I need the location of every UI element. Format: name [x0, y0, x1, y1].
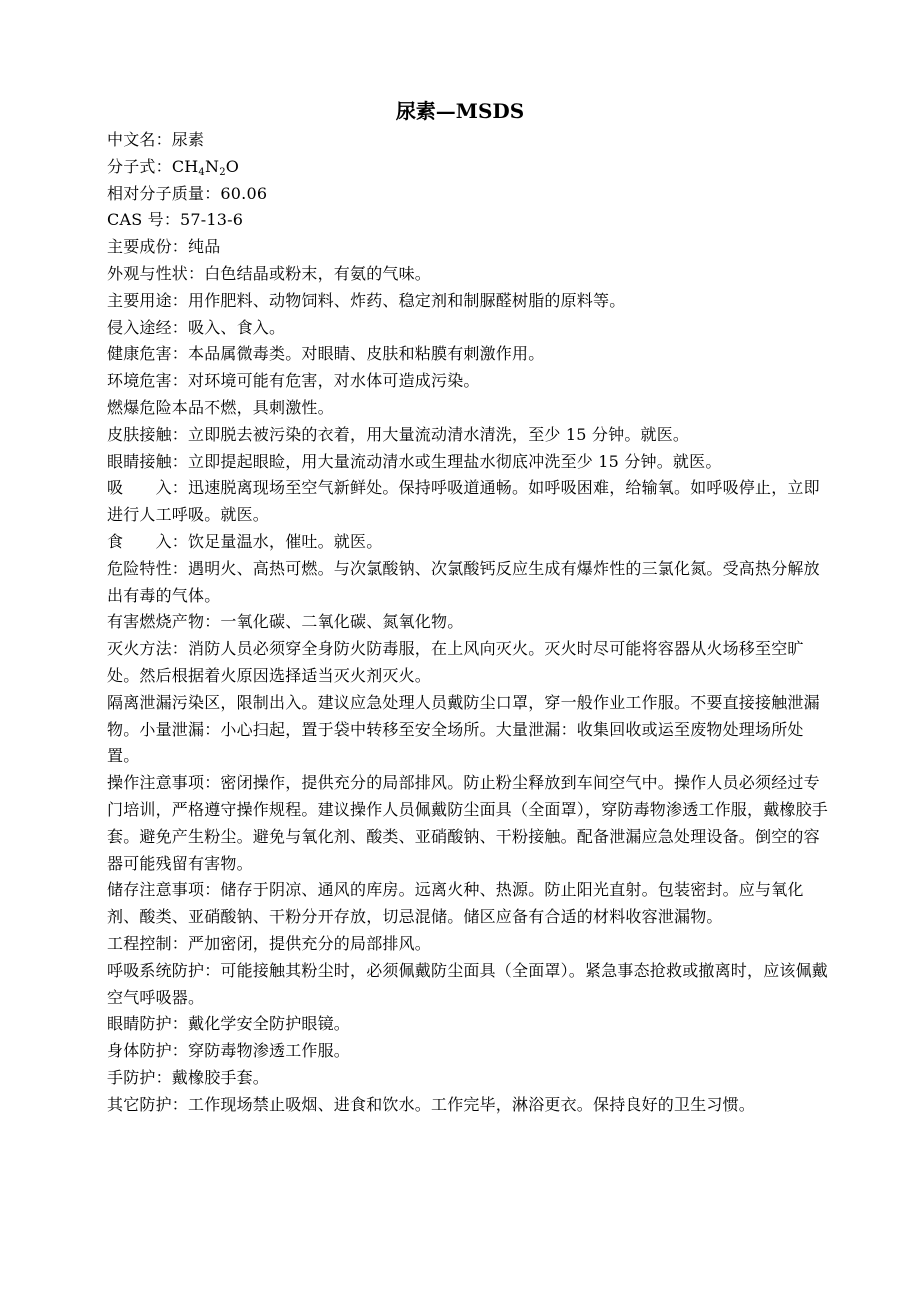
formula-c: CH — [171, 156, 199, 176]
storage-precautions-paragraph: 储存注意事项：储存于阴凉、通风的库房。远离火种、热源。防止阳光直射。包装密封。应与氧化剂、酸类、亚硝酸钠、干粉分开存放，切忌混储。储区应备有合适的材料收容泄漏物。 — [107, 880, 804, 927]
combustion-products-paragraph: 有害燃烧产物：一氧化碳、二氧化碳、氮氧化物。 — [107, 612, 464, 632]
skin-contact-paragraph: 皮肤接触：立即脱去被污染的衣着，用大量流动清水清洗，至少 15 分钟。就医。 — [107, 424, 690, 444]
environment-hazard-paragraph: 环境危害：对环境可能有危害，对水体可造成污染。 — [107, 371, 480, 391]
fire-fighting-paragraph: 灭火方法：消防人员必须穿全身防火防毒服，在上风向灭火。灭火时尽可能将容器从火场移至空旷处。然后根据着火原因选择适当灭火剂灭火。 — [107, 639, 804, 685]
other-protection-paragraph: 其它防护：工作现场禁止吸烟、进食和饮水。工作完毕，淋浴更衣。保持良好的卫生习惯。 — [107, 1094, 756, 1114]
chinese-name-line: 中文名：尿素 — [107, 130, 205, 149]
ingestion-paragraph: 食 入：饮足量温水，催吐。就医。 — [107, 531, 383, 551]
respiratory-protection-paragraph: 呼吸系统防护：可能接触其粉尘时，必须佩戴防尘面具（全面罩）。紧急事态抢救或撤离时，应该佩戴空气呼吸器。 — [107, 960, 829, 1007]
exposure-route-paragraph: 侵入途经：吸入、食入。 — [107, 317, 286, 337]
formula-h-count: 4 — [198, 166, 205, 178]
hazard-properties-paragraph: 危险特性：遇明火、高热可燃。与次氯酸钠、次氯酸钙反应生成有爆炸性的三氯化氮。受高热分解放出有毒的气体。 — [107, 558, 820, 605]
formula-n-count: 2 — [219, 166, 226, 178]
handling-precautions-paragraph: 操作注意事项：密闭操作，提供充分的局部排风。防止粉尘释放到车间空气中。操作人员必须经过专门培训，严格遵守操作规程。建议操作人员佩戴防尘面具（全面罩），穿防毒物渗透工作服，戴橡胶手套。避免产生粉尘。避免与氧化剂、酸类、亚硝酸钠、干粉接触。配备泄漏应急处理设备。倒空的容器可能残留有害物。 — [107, 773, 829, 873]
document-title: 尿素—MSDS — [395, 99, 525, 123]
usage-paragraph: 主要用途：用作肥料、动物饲料、炸药、稳定剂和制脲醛树脂的原料等。 — [107, 290, 626, 310]
cas-line: CAS 号：57-13-6 — [107, 210, 244, 230]
body-protection-paragraph: 身体防护：穿防毒物渗透工作服。 — [107, 1041, 351, 1061]
formula-o: O — [225, 156, 240, 176]
fire-explosion-paragraph: 燃爆危险本品不燃，具刺激性。 — [107, 397, 334, 417]
formula-line — [107, 154, 833, 181]
inhalation-paragraph: 吸 入：迅速脱离现场至空气新鲜处。保持呼吸道通畅。如呼吸困难，给输氧。如呼吸停止，立即进行人工呼吸。就医。 — [107, 478, 820, 525]
molar-mass-line: 相对分子质量：60.06 — [107, 183, 268, 203]
appearance-paragraph: 外观与性状：白色结晶或粉末，有氨的气味。 — [107, 263, 432, 283]
formula-label: 分子式： — [107, 156, 172, 176]
eye-contact-paragraph: 眼睛接触：立即提起眼睑，用大量流动清水或生理盐水彻底冲洗至少 15 分钟。就医。 — [107, 451, 722, 471]
leak-handling-paragraph: 隔离泄漏污染区，限制出入。建议应急处理人员戴防尘口罩，穿一般作业工作服。不要直接接触泄漏物。小量泄漏：小心扫起，置于袋中转移至安全场所。大量泄漏：收集回收或运至废物处理场所处置。 — [107, 692, 820, 766]
hand-protection-paragraph: 手防护：戴橡胶手套。 — [107, 1067, 270, 1087]
formula-n: N — [204, 156, 220, 176]
composition-line: 主要成份：纯品 — [107, 237, 221, 257]
eye-protection-paragraph: 眼睛防护：戴化学安全防护眼镜。 — [107, 1014, 351, 1034]
engineering-control-paragraph: 工程控制：严加密闭，提供充分的局部排风。 — [107, 933, 432, 953]
document-body — [107, 127, 833, 1118]
health-hazard-paragraph: 健康危害：本品属微毒类。对眼睛、皮肤和粘膜有刺激作用。 — [107, 344, 545, 364]
